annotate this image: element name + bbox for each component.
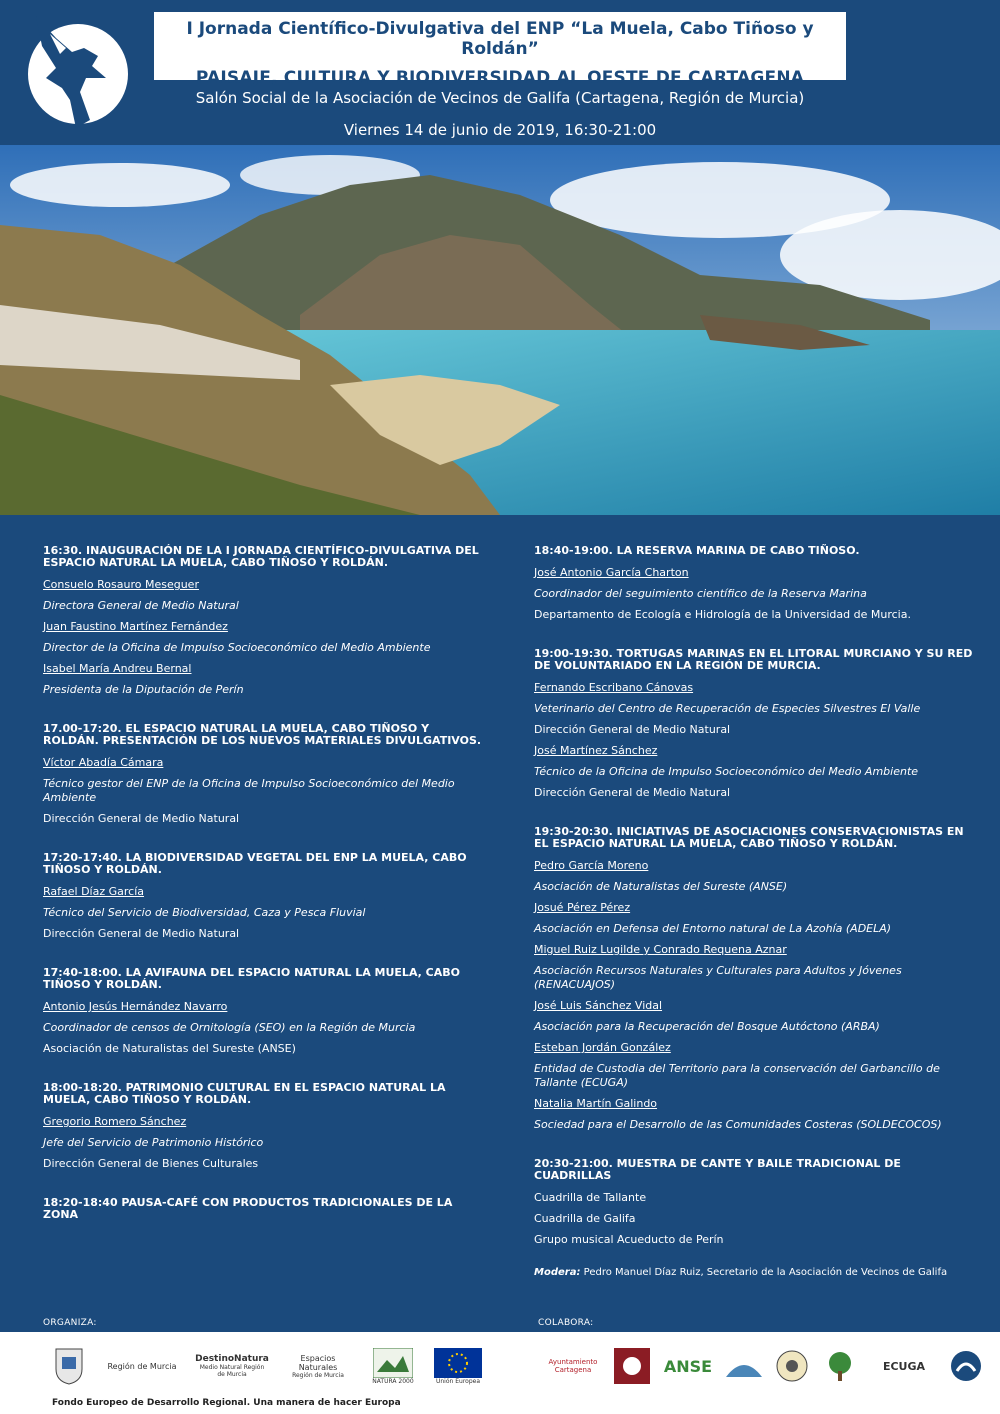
session-patrimonio [43, 1082, 483, 1171]
speaker-name[interactable]: Víctor Abadía Cámara [43, 756, 164, 769]
cartagena-shield-icon [52, 1344, 86, 1388]
sponsors-footer [0, 1332, 1000, 1414]
session-asociaciones [534, 826, 974, 1132]
speaker-org: Dirección General de Medio Natural [534, 723, 731, 736]
speaker-name[interactable]: Rafael Díaz García [43, 885, 145, 898]
anse-logo: ANSE [663, 1356, 713, 1376]
session-title: 18:40-19:00. LA RESERVA MARINA DE CABO TIÑOSO. [534, 544, 860, 557]
speaker-name[interactable]: Miguel Ruiz Lugilde y Conrado Requena Aznar [534, 943, 787, 956]
speaker-role: Asociación en Defensa del Entorno natural de La Azohía (ADELA) [534, 922, 892, 935]
speaker-name[interactable]: Fernando Escribano Cánovas [534, 681, 694, 694]
region-murcia-logo: Región de Murcia [107, 1361, 177, 1371]
speaker-role: Técnico gestor del ENP de la Oficina de Impulso Socioeconómico del Medio Ambiente [43, 777, 455, 804]
speaker-name[interactable]: Josué Pérez Pérez [534, 901, 631, 914]
session-espacio-natural [43, 723, 483, 826]
performer: Cuadrilla de Tallante [534, 1191, 647, 1204]
speaker-role: Coordinador de censos de Ornitología (SEO) en la Región de Murcia [43, 1021, 416, 1034]
ayto-cartagena-logo: Ayuntamiento Cartagena [548, 1358, 598, 1374]
event-title: I Jornada Científico-Divulgativa del ENP “La Muela, Cabo Tiñoso y Roldán” [186, 19, 814, 59]
speaker-role: Jefe del Servicio de Patrimonio Histórico [43, 1136, 264, 1149]
landscape-photo [0, 145, 1000, 515]
speaker-role: Asociación para la Recuperación del Bosque Autóctono (ARBA) [534, 1020, 880, 1033]
speaker-org: Asociación de Naturalistas del Sureste (ANSE) [43, 1042, 296, 1055]
session-title: 20:30-21:00. MUESTRA DE CANTE Y BAILE TRADICIONAL DE CUADRILLAS [534, 1157, 901, 1182]
speaker-role: Veterinario del Centro de Recuperación de Especies Silvestres El Valle [534, 702, 921, 715]
session-title: 16:30. INAUGURACIÓN DE LA I JORNADA CIENTÍFICO-DIVULGATIVA DEL ESPACIO NATURAL LA MUELA, CABO TIÑOSO Y ROLDÁN. [43, 544, 479, 569]
eagle-logo-icon [26, 8, 130, 134]
speaker-name[interactable]: José Martínez Sánchez [534, 744, 658, 757]
feder-footnote: Fondo Europeo de Desarrollo Regional. Una manera de hacer Europa [52, 1398, 401, 1408]
speaker-org: Dirección General de Medio Natural [534, 786, 731, 799]
speaker-org: Dirección General de Medio Natural [43, 927, 240, 940]
session-avifauna [43, 967, 483, 1056]
speaker-role: Técnico del Servicio de Biodiversidad, Caza y Pesca Fluvial [43, 906, 366, 919]
event-subtitle: PAISAJE, CULTURA Y BIODIVERSIDAD AL OESTE DE CARTAGENA [195, 68, 805, 88]
session-title: 19:30-20:30. INICIATIVAS DE ASOCIACIONES CONSERVACIONISTAS EN EL ESPACIO NATURAL LA MUELA, CABO TIÑOSO Y ROLDÁN. [534, 825, 964, 850]
renacuajos-logo-icon [772, 1344, 812, 1388]
session-biodiversidad [43, 852, 483, 941]
speaker-role: Asociación Recursos Naturales y Culturales para Adultos y Jóvenes (RENACUAJOS) [534, 964, 902, 991]
destino-natura-logo: DestinoNatura Medio Natural Región de Murcia [195, 1354, 269, 1378]
speaker-name[interactable]: José Antonio García Charton [534, 566, 689, 579]
speaker-role: Asociación de Naturalistas del Sureste (ANSE) [534, 880, 788, 893]
session-inauguracion [43, 545, 483, 697]
speaker-name[interactable]: Juan Faustino Martínez Fernández [43, 620, 228, 633]
session-title: 17:40-18:00. LA AVIFAUNA DEL ESPACIO NATURAL LA MUELA, CABO TIÑOSO Y ROLDÁN. [43, 966, 460, 991]
speaker-role: Entidad de Custodia del Territorio para la conservación del Garbancillo de Tallante (ECUGA) [534, 1062, 940, 1089]
speaker-name[interactable]: Consuelo Rosauro Meseguer [43, 578, 199, 591]
event-date: Viernes 14 de junio de 2019, 16:30-21:00 [343, 121, 657, 139]
arba-logo-icon [818, 1344, 862, 1388]
moderator-label: Modera: [534, 1267, 581, 1278]
universidad-murcia-logo-icon [612, 1344, 652, 1388]
soldecocos-logo-icon [946, 1344, 986, 1388]
header [0, 0, 1000, 145]
venue: Salón Social de la Asociación de Vecinos de Galifa (Cartagena, Región de Murcia) [195, 89, 805, 107]
session-pausa-cafe [43, 1197, 483, 1221]
speaker-role: Coordinador del seguimiento científico de la Reserva Marina [534, 587, 867, 600]
espacios-naturales-logo: Espacios Naturales Región de Murcia [292, 1353, 344, 1379]
session-tortugas [534, 648, 974, 800]
speaker-role: Director de la Oficina de Impulso Socioeconómico del Medio Ambiente [43, 641, 431, 654]
speaker-name[interactable]: Natalia Martín Galindo [534, 1097, 658, 1110]
ecuga-logo: ECUGA [882, 1359, 926, 1373]
speaker-role: Técnico de la Oficina de Impulso Socioeconómico del Medio Ambiente [534, 765, 919, 778]
speaker-org: Dirección General de Medio Natural [43, 812, 240, 825]
moderator [534, 1267, 974, 1278]
colabora-label: COLABORA: [538, 1318, 594, 1328]
speaker-role: Directora General de Medio Natural [43, 599, 239, 612]
speaker-role: Presidenta de la Diputación de Perín [43, 683, 244, 696]
session-cuadrillas [534, 1158, 974, 1247]
program-right-column [534, 545, 974, 1278]
title-box [154, 12, 846, 88]
session-title: 19:00-19:30. TORTUGAS MARINAS EN EL LITORAL MURCIANO Y SU RED DE VOLUNTARIADO EN LA REGIÓN DE MURCIA. [534, 647, 973, 672]
session-title: 17.00-17:20. EL ESPACIO NATURAL LA MUELA, CABO TIÑOSO Y ROLDÁN. PRESENTACIÓN DE LOS NUEVOS MATERIALES DIVULGATIVOS. [43, 722, 482, 747]
organiza-label: ORGANIZA: [43, 1318, 97, 1328]
session-title: 18:00-18:20. PATRIMONIO CULTURAL EN EL ESPACIO NATURAL LA MUELA, CABO TIÑOSO Y ROLDÁN. [43, 1081, 446, 1106]
adela-logo-icon [722, 1344, 766, 1388]
performer: Grupo musical Acueducto de Perín [534, 1233, 724, 1246]
eu-flag-logo: Unión Europea [432, 1344, 484, 1388]
speaker-name[interactable]: José Luis Sánchez Vidal [534, 999, 663, 1012]
natura-2000-logo: NATURA 2000 [370, 1344, 416, 1388]
speaker-org: Departamento de Ecología e Hidrología de la Universidad de Murcia. [534, 608, 911, 621]
moderator-text: Pedro Manuel Díaz Ruiz, Secretario de la Asociación de Vecinos de Galifa [583, 1267, 948, 1278]
speaker-name[interactable]: Pedro García Moreno [534, 859, 649, 872]
session-title: 17:20-17:40. LA BIODIVERSIDAD VEGETAL DEL ENP LA MUELA, CABO TIÑOSO Y ROLDÁN. [43, 851, 467, 876]
program-left-column [43, 545, 483, 1247]
session-reserva-marina [534, 545, 974, 622]
speaker-org: Dirección General de Bienes Culturales [43, 1157, 259, 1170]
speaker-role: Sociedad para el Desarrollo de las Comunidades Costeras (SOLDECOCOS) [534, 1118, 942, 1131]
speaker-name[interactable]: Esteban Jordán González [534, 1041, 671, 1054]
speaker-name[interactable]: Gregorio Romero Sánchez [43, 1115, 187, 1128]
speaker-name[interactable]: Isabel María Andreu Bernal [43, 662, 192, 675]
speaker-name[interactable]: Antonio Jesús Hernández Navarro [43, 1000, 228, 1013]
session-title: 18:20-18:40 PAUSA-CAFÉ CON PRODUCTOS TRADICIONALES DE LA ZONA [43, 1196, 453, 1221]
performer: Cuadrilla de Galifa [534, 1212, 636, 1225]
